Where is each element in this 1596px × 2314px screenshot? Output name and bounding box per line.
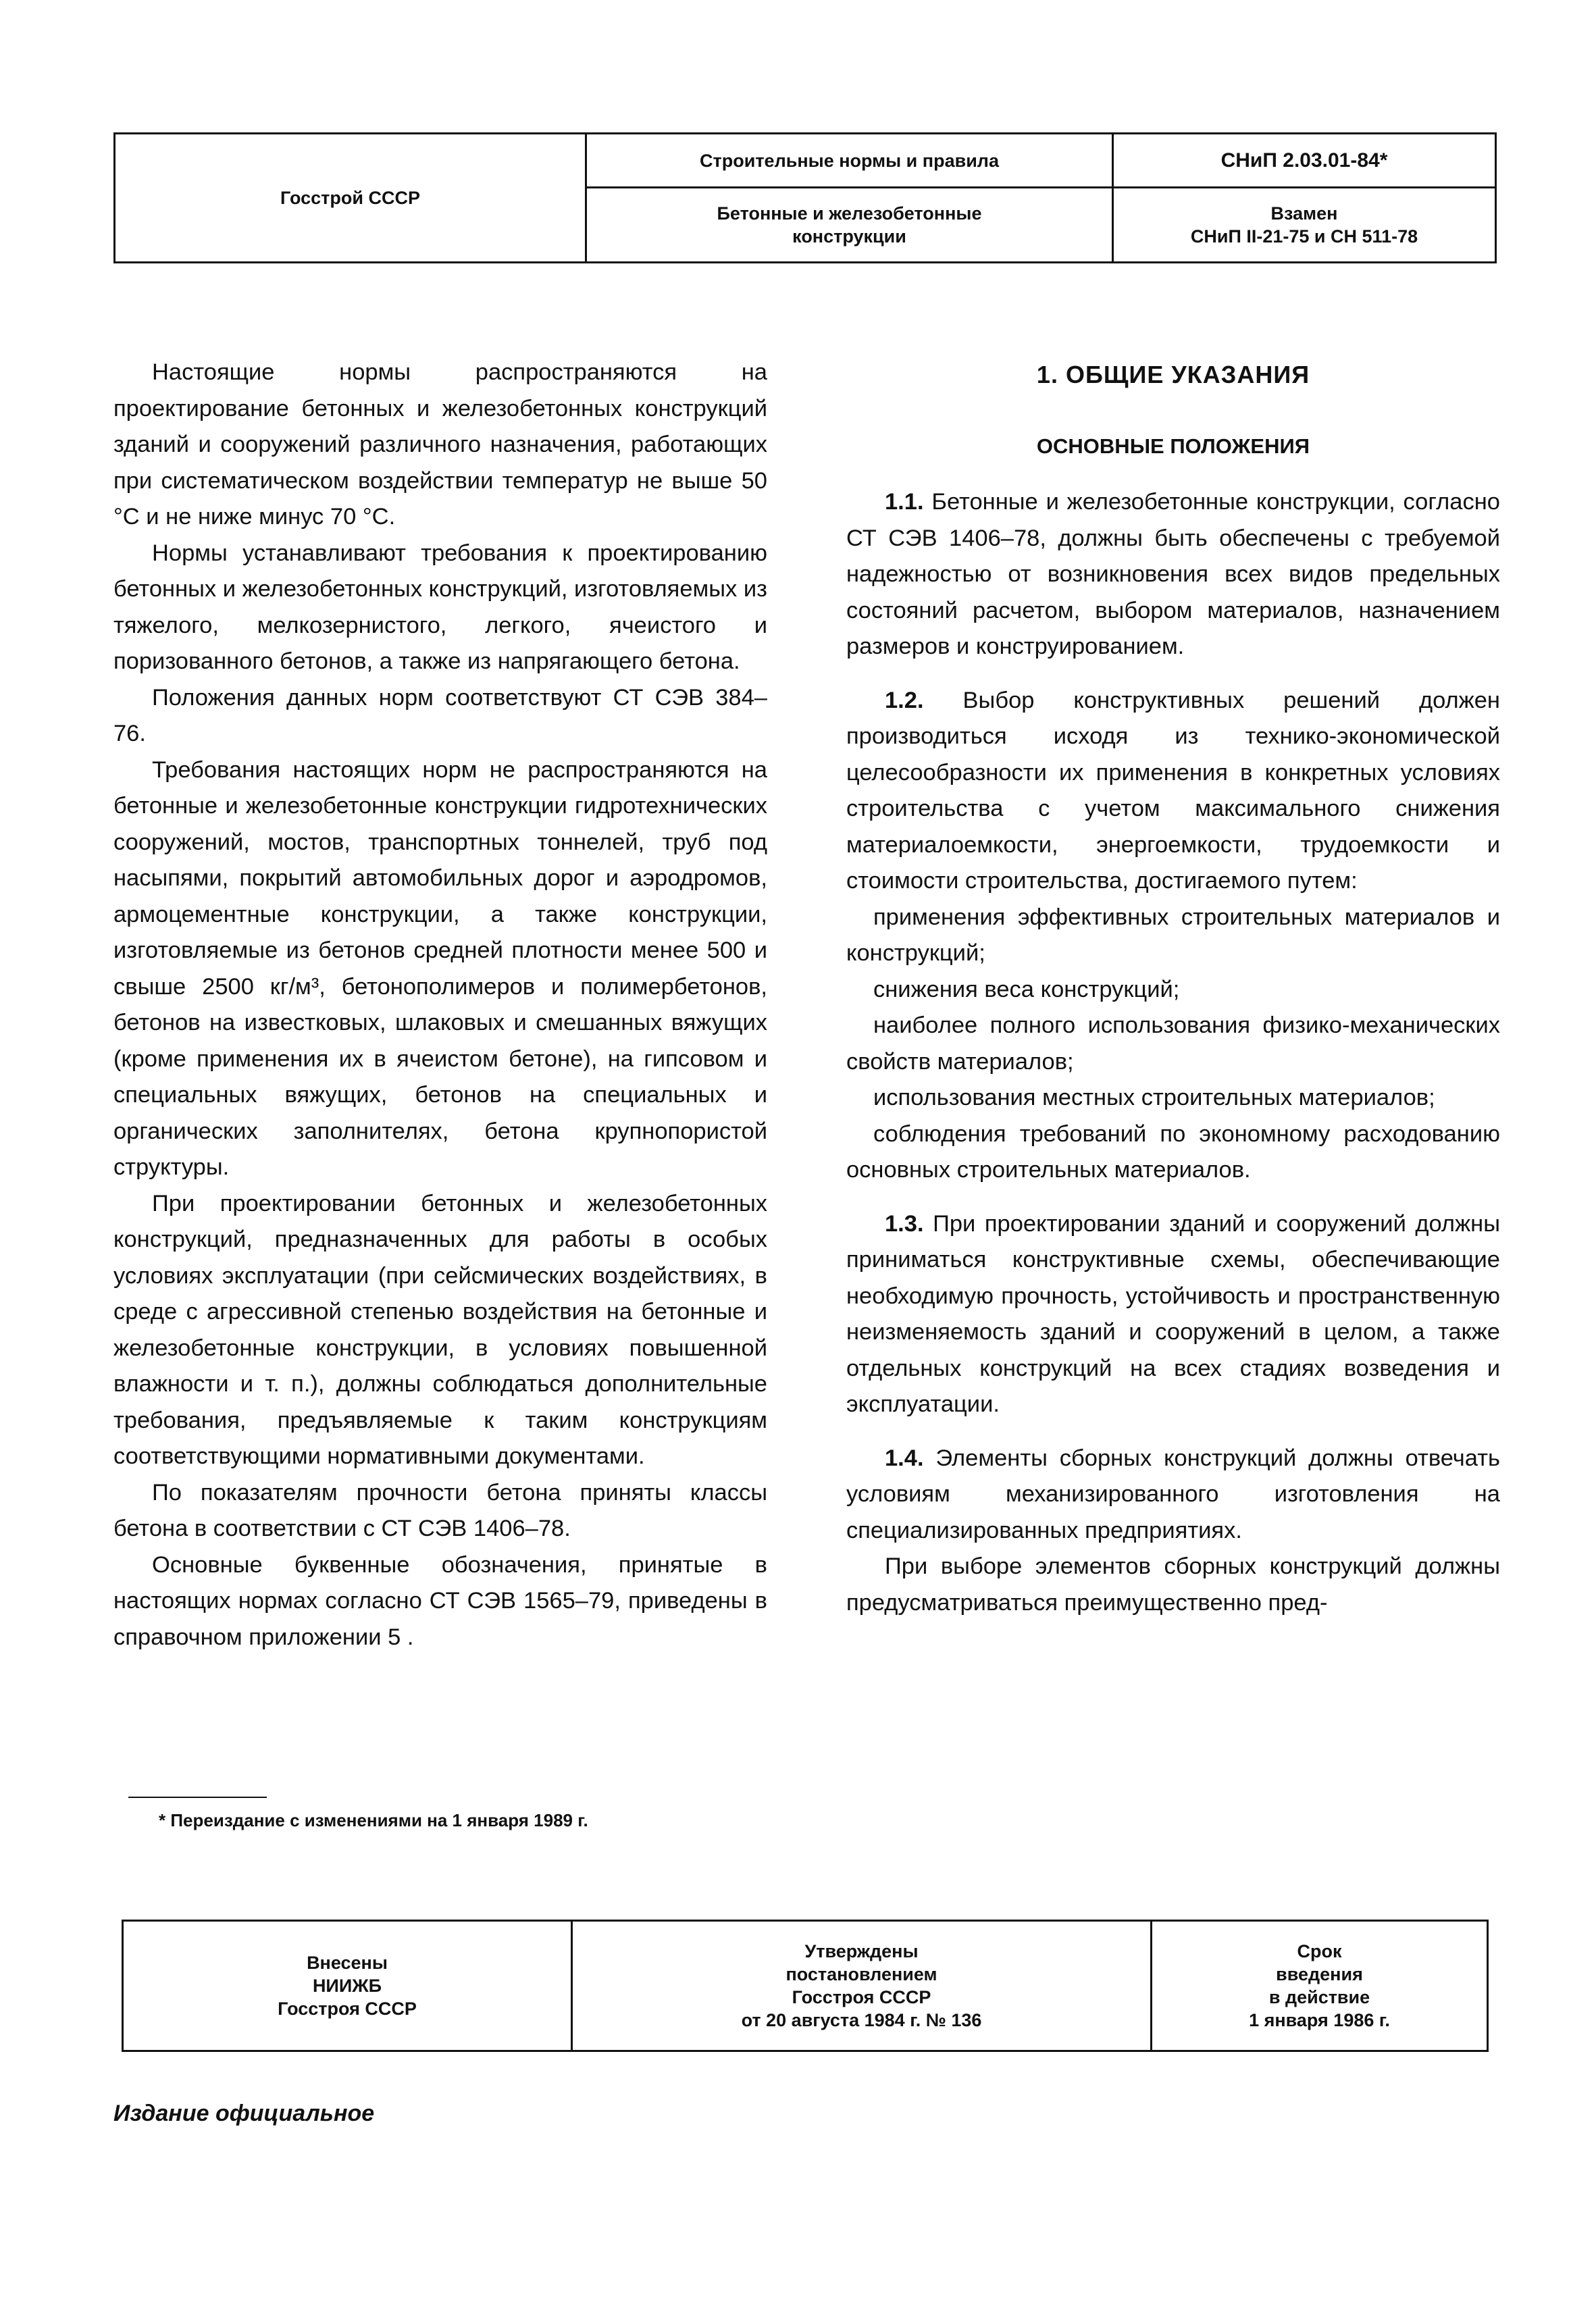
clause-1-1-number: 1.1. bbox=[885, 489, 924, 515]
footnote-rule bbox=[128, 1797, 267, 1798]
section-heading: 1. ОБЩИЕ УКАЗАНИЯ bbox=[1036, 361, 1310, 388]
doc-title-line2: конструкции bbox=[792, 226, 906, 247]
approved-line3: Госстроя СССР bbox=[792, 1987, 931, 2007]
term-line1: Срок bbox=[1297, 1941, 1342, 1961]
list-item: снижения веса конструкций; bbox=[873, 976, 1180, 1002]
clause-1-1-text: Бетонные и железобетонные конструкции, согласно СТ СЭВ 1406–78, должны быть обеспечены с требуемой надежностью от возникновения всех видов предельных состояний расчетом, выбором материалов, назначением размеров и конструированием. bbox=[846, 489, 1500, 659]
list-item: использования местных строительных материалов; bbox=[873, 1085, 1435, 1110]
replaces-label: Взамен bbox=[1270, 203, 1338, 224]
list-item: наиболее полного использования физико-механических свойств материалов; bbox=[846, 1012, 1500, 1075]
approved-line4: от 20 августа 1984 г. № 136 bbox=[741, 2010, 982, 2030]
approved-line2: постановлением bbox=[786, 1964, 937, 1984]
intro-paragraph-1: Настоящие нормы распространяются на проектирование бетонных и железобетонных конструкций зданий и сооружений различного назначения, работающих при систематическом воздействии температур не выше 50 °С и не ниже минус 70 °С. bbox=[113, 359, 767, 530]
clause-1-1 bbox=[846, 484, 1500, 665]
clause-1-4-number: 1.4. bbox=[885, 1445, 924, 1471]
intro-paragraph-3: Положения данных норм соответствуют СТ СЭВ 384–76. bbox=[113, 684, 767, 746]
footer-approved bbox=[573, 1922, 1150, 2050]
clause-1-3-text: При проектировании зданий и сооружений должны приниматься конструктивные схемы, обеспечивающие необходимую прочность, устойчивость и пространственную неизменяемость зданий и сооружений в целом, а также отдельных конструкций на всех стадиях возведения и эксплуатации. bbox=[846, 1210, 1500, 1417]
clause-1-2-number: 1.2. bbox=[885, 687, 924, 713]
term-line3: в действие bbox=[1268, 1987, 1370, 2007]
header-org bbox=[115, 134, 585, 261]
footer-table bbox=[122, 1920, 1489, 2052]
header-replaces bbox=[1114, 188, 1495, 261]
intro-paragraph-4: Требования настоящих норм не распространяются на бетонные и железобетонные конструкции гидротехнических сооружений, мостов, транспортных тоннелей, труб под насыпями, покрытий автомобильных дорог и аэродромов, армоцементные конструкции, а также конструкции, изготовляемые из бетонов средней плотности менее 500 и свыше 2500 кг/м³, бетонополимеров и полимербетонов, бетонов на известковых, шлаковых и смешанных вяжущих (кроме применения их в ячеистом бетоне), на гипсовом и специальных вяжущих, бетонов на специальных и органических заполнителях, бетона крупнопористой структуры. bbox=[113, 756, 767, 1180]
clause-1-2-text: Выбор конструктивных решений должен производиться исходя из технико-экономической целесообразности их применения в конкретных условиях строительства с учетом максимального снижения материалоемкости, энергоемкости, трудоемкости и стоимости строительства, достигаемого путем: bbox=[846, 687, 1500, 894]
right-column bbox=[846, 355, 1500, 1621]
clause-1-2 bbox=[846, 683, 1500, 900]
doc-type: Строительные нормы и правила bbox=[700, 150, 999, 171]
doc-title-line1: Бетонные и железобетонные bbox=[717, 203, 982, 224]
clause-1-3-number: 1.3. bbox=[885, 1210, 924, 1237]
intro-paragraph-6: По показателям прочности бетона приняты классы бетона в соответствии с СТ СЭВ 1406–78. bbox=[113, 1479, 767, 1541]
list-item: применения эффективных строительных материалов и конструкций; bbox=[846, 904, 1500, 966]
org-name: Госстрой СССР bbox=[280, 188, 420, 208]
list-item: соблюдения требований по экономному расходованию основных строительных материалов. bbox=[846, 1121, 1500, 1183]
clause-1-4 bbox=[846, 1441, 1500, 1549]
clause-1-4-text: Элементы сборных конструкций должны отвечать условиям механизированного изготовления на специализированных предприятиях. bbox=[846, 1445, 1500, 1543]
left-column bbox=[113, 355, 767, 1655]
header-title bbox=[587, 188, 1112, 261]
intro-paragraph-5: При проектировании бетонных и железобетонных конструкций, предназначенных для работы в особых условиях эксплуатации (при сейсмических воздействиях, в среде с агрессивной степенью воздействия на бетонные и железобетонные конструкции, в условиях повышенной влажности и т. п.), должны соблюдаться дополнительные требования, предъявляемые к таким конструкциям соответствующими нормативными документами. bbox=[113, 1190, 767, 1469]
introduced-org2: Госстроя СССР bbox=[278, 1999, 417, 2019]
footer-term bbox=[1152, 1922, 1487, 2050]
footnote: * Переиздание с изменениями на 1 января 1989 г. bbox=[159, 1810, 588, 1830]
term-line4: 1 января 1986 г. bbox=[1249, 2010, 1390, 2030]
doc-code: СНиП 2.03.01-84* bbox=[1220, 149, 1388, 172]
header-doc-type bbox=[587, 134, 1112, 186]
intro-paragraph-2: Нормы устанавливают требования к проектированию бетонных и железобетонных конструкций, изготовляемых из тяжелого, мелкозернистого, легкого, ячеистого и поризованного бетонов, а также из напрягающего бетона. bbox=[113, 540, 767, 674]
replaces-codes: СНиП II-21-75 и СН 511-78 bbox=[1190, 226, 1418, 247]
footer-introduced bbox=[124, 1922, 571, 2050]
header-code bbox=[1114, 134, 1495, 186]
introduced-org: НИИЖБ bbox=[312, 1976, 382, 1996]
clause-1-4-continuation: При выборе элементов сборных конструкций должны предусматриваться преимущественно пред- bbox=[846, 1553, 1500, 1616]
official-edition-note: Издание официальное bbox=[113, 2101, 375, 2126]
header-table bbox=[113, 132, 1497, 263]
approved-line1: Утверждены bbox=[804, 1941, 919, 1961]
term-line2: введения bbox=[1276, 1964, 1363, 1984]
clause-1-3 bbox=[846, 1206, 1500, 1423]
introduced-label: Внесены bbox=[307, 1953, 388, 1973]
intro-paragraph-7: Основные буквенные обозначения, принятые в настоящих нормах согласно СТ СЭВ 1565–79, приведены в справочном приложении 5 . bbox=[113, 1551, 767, 1650]
section-subheading: ОСНОВНЫЕ ПОЛОЖЕНИЯ bbox=[1036, 434, 1310, 458]
